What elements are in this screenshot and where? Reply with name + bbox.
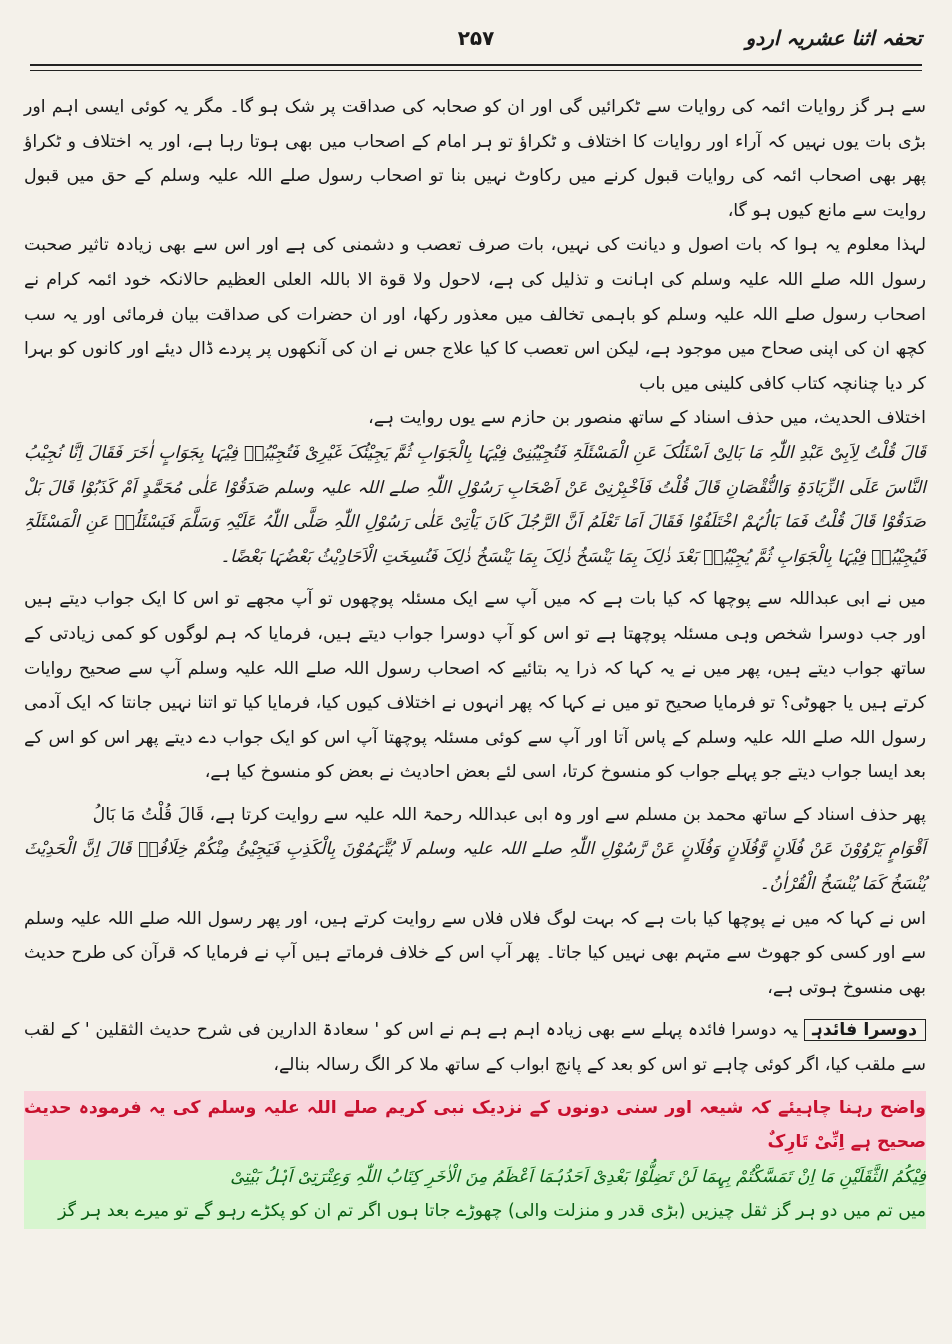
paragraph-1: سے ہر گز روایات ائمہ کی روایات سے ٹکرائیں گی اور ان کو صحابہ کی صداقت پر شک ہو گا۔ مگر یہ کوئی ایسی اہم اور بڑی بات یوں نہیں کہ آراء اور روایات کا اختلاف و ٹکراؤ تو ہر امام کے اصحاب میں بھی ہوتا رہا ہے، اور یہ اختلاف و ٹکراؤ پھر بھی اصحاب ائمہ کی روایات قبول کرنے میں رکاوٹ نہیں بنا تو اصحاب رسول صلے اللہ علیہ وسلم کے حق میں قبول روایت سے مانع کیوں ہو گا، [24, 97, 926, 221]
book-title: تحفہ اثنا عشریہ اردو [745, 26, 922, 50]
second-benefit-text: یہ دوسرا فائدہ پہلے سے بھی زیادہ اہم ہے ہم نے اس کو ' سعادۃ الدارین فی شرح حدیث الثقلین ' کے لقب سے ملقب کیا، اگر کوئی چاہے تو اس کو بعد کے پانچ ابواب کے ساتھ ملا کر الگ رسالہ بنالے، [24, 1020, 926, 1076]
arabic-quote-1: قَالَ قُلْتُ لِاَبِیْ عَبْدِ اللّٰہِ مَا بَالِیْ اَسْئَلُکَ عَنِ الْمَسْئَلَۃِ فَتُجِیْبُنِیْ فِیْہَا بِالْجَوَابِ ثُمَّ یَجِیْئُکَ غَیْرِیْ فَتُجِیْبُہٗ فِیْہَا بِجَوَابٍ اٰخَرَ فَقَالَ اِنَّا نُجِیْبُ النَّاسَ عَلَی الزِّیَادَۃِ وَالنُّقْصَانِ قَالَ قُلْتُ فَاَخْبِرْنِیْ عَنْ اَصْحَابِ رَسُوْلِ اللّٰہِ صلے اللہ علیہ وسلم صَدَقُوْا عَلٰی مُحَمَّدٍ اَمْ کَذَبُوْا قَالَ بَلْ صَدَقُوْا قَالَ قُلْتُ فَمَا بَالُہُمْ اخْتَلَفُوْا فَقَالَ اَمَا تَعْلَمُ اَنَّ الرَّجُلَ کَانَ یَاْتِیْ عَلٰی رَسُوْلِ اللّٰہِ صَلَّی اللّٰہُ عَلَیْہِ وَسَلَّمَ فَیَسْئَلُہٗ عَنِ الْمَسْئَلَۃِ فَیُجِیْبُہٗ فِیْہَا بِالْجَوَابِ ثُمَّ یُجِیْبُہٗ بَعْدَ ذٰلِکَ بِمَا یَنْسَخُ ذٰلِکَ بِمَا یَنْسَخُ ذٰلِکَ فَنُسِخَتِ الْاَحَادِیْثُ بَعْضُہَا بَعْضًا۔ [24, 442, 926, 567]
page-header [30, 18, 922, 68]
header-rule-thin [30, 70, 922, 71]
translation-1: میں نے ابی عبداللہ سے پوچھا کہ کیا بات ہے کہ میں آپ سے ایک مسئلہ پوچھوں تو آپ مجھے تو اس کا ایک جواب دیتے ہیں اور جب دوسرا شخص وہی مسئلہ پوچھتا ہے تو اس کو آپ دوسرا جواب دیتے ہیں، فرمایا کہ ہم لوگوں کو کمی زیادتی کے ساتھ جواب دیتے ہیں، پھر میں نے یہ کہا کہ ذرا یہ بتائیے کہ اصحاب رسول اللہ صلے اللہ علیہ وسلم آپ سے صحیح روایات کرتے ہیں یا جھوٹی؟ تو فرمایا صحیح تو میں نے کہا کہ پھر انہوں نے اختلاف کیوں کیا، فرمایا کیا تو اتنا نہیں جانتا کہ ایک آدمی رسول اللہ صلے اللہ علیہ وسلم کے پاس آتا اور آپ سے کوئی مسئلہ پوچھتا آپ اس کو ایک جواب دے دیتے پھر اس کو اس کے بعد ایسا جواب دیتے جو پہلے جواب کو منسوخ کرتا، اسی لئے بعض احادیث نے بعض کو منسوخ کیا ہے، [24, 589, 926, 783]
second-benefit-label: دوسرا فائدہ [804, 1019, 926, 1041]
highlighted-hadith [24, 1091, 926, 1229]
paragraph-4: پھر حذف اسناد کے ساتھ محمد بن مسلم سے اور وہ ابی عبداللہ رحمۃ اللہ علیہ سے روایت کرتا ہے، قَالَ قُلْتُ مَا بَالُ [92, 804, 926, 825]
highlight-green-urdu: میں تم میں دو ہر گز ثقل چیزیں (بڑی قدر و منزلت والی) چھوڑے جاتا ہوں اگر تم ان کو پکڑے رہو گے تو میرے بعد ہر گز [24, 1194, 926, 1229]
translation-2: اس نے کہا کہ میں نے پوچھا کیا بات ہے کہ بہت لوگ فلاں فلاں سے روایت کرتے ہیں، اور پھر رسول اللہ صلے اللہ علیہ وسلم سے اور کسی کو جھوٹ سے متہم بھی نہیں کیا جاتا۔ پھر آپ اس کے خلاف فرماتے ہیں آپ نے فرمایا کہ قرآن کی طرح حدیث بھی منسوخ ہوتی ہے، [24, 908, 926, 998]
second-benefit [24, 1013, 926, 1082]
page-number: ۲۵۷ [457, 26, 495, 50]
arabic-quote-2: اَقْوَامٍ یَرْوُوْنَ عَنْ فُلَانٍ وَّفُلَانٍ وَفُلَانٍ عَنْ رَّسُوْلِ اللّٰہِ صلے اللہ علیہ وسلم لَا یُتَّہَمُوْنَ بِالْکَذِبِ فَیَجِیْئُ مِنْکُمْ خِلَافُہٗ قَالَ اِنَّ الْحَدِیْثَ یُنْسَخُ کَمَا یُنْسَخُ الْقُرْاٰنُ۔ [24, 839, 926, 895]
highlight-pink: واضح رہنا چاہیئے کہ شیعہ اور سنی دونوں کے نزدیک نبی کریم صلے اللہ علیہ وسلم کی یہ فرمودہ حدیث صحیح ہے اِنِّیْ تَارِکٌ [24, 1091, 926, 1160]
highlight-green-arabic: فِیْکُمُ الثَّقَلَیْنِ مَا اِنْ تَمَسَّکْتُمْ بِہِمَا لَنْ تَضِلُّوْا بَعْدِیْ اَحَدُہُمَا اَعْظَمُ مِنَ الْاٰخَرِ کِتَابُ اللّٰہِ وَعِتْرَتِیْ اَہْلُ بَیْتِیْ [24, 1160, 926, 1195]
body-text [24, 90, 926, 1324]
paragraph-3: اختلاف الحدیث، میں حذف اسناد کے ساتھ منصور بن حازم سے یوں روایت ہے، [368, 408, 926, 429]
paragraph-2: لہذا معلوم یہ ہوا کہ بات اصول و دیانت کی نہیں، بات صرف تعصب و دشمنی کی ہے اور اس سے بھی زیادہ تاثیر صحبت رسول اللہ صلے اللہ علیہ وسلم کی اہانت و تذلیل کی ہے، لاحول ولا قوة الا باللہ العلی العظیم حالانکہ خود ائمہ کرام نے اصحاب رسول صلے اللہ علیہ وسلم کو باہمی تخالف میں معذور رکھا، اور ان حضرات کی صداقت بیان فرمائی اور یہ سب کچھ ان کی اپنی صحاح میں موجود ہے، لیکن اس تعصب کا کیا علاج جس نے ان کی آنکھوں پر پردے ڈال دیئے اور کانوں کو بہرا کر دیا چنانچہ کتاب کافی کلینی میں باب [24, 235, 926, 394]
header-rule-thick [30, 64, 922, 66]
